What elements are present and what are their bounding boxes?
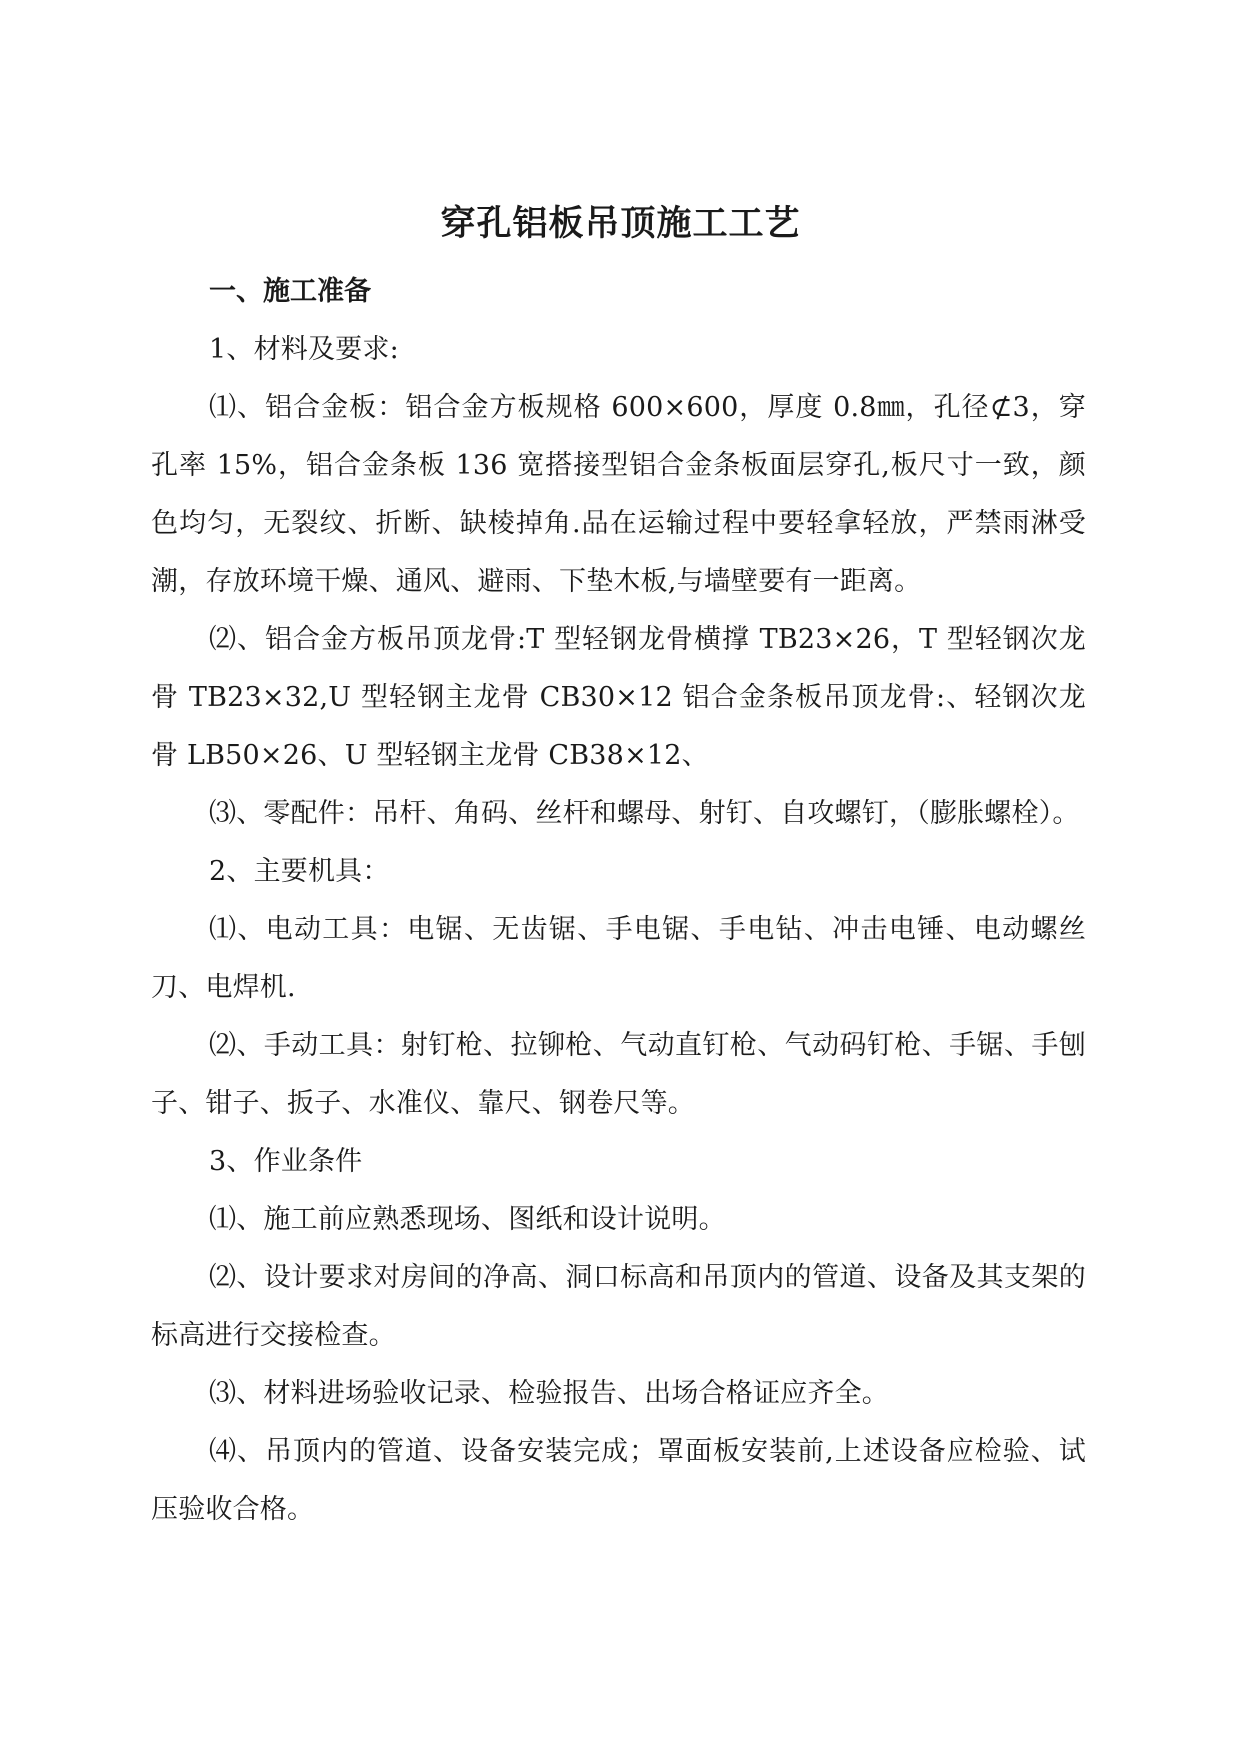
paragraph-tools-heading: 2、主要机具： bbox=[209, 856, 390, 887]
paragraph-electric-tools: ⑴、电动工具：电锯、无齿锯、手电锯、手电钻、冲击电锤、电动螺丝刀、电焊机. bbox=[151, 914, 1086, 1003]
paragraph-conditions-heading: 3、作业条件 bbox=[209, 1146, 363, 1177]
paragraph-manual-tools: ⑵、手动工具：射钉枪、拉铆枪、气动直钉枪、气动码钉枪、手锯、手刨子、钳子、扳子、水准仪、靠尺、钢卷尺等。 bbox=[151, 1030, 1086, 1119]
paragraph-aluminum-panel: ⑴、铝合金板：铝合金方板规格 600×600，厚度 0.8㎜，孔径⊄3，穿孔率 15%，铝合金条板 136 宽搭接型铝合金条板面层穿孔,板尺寸一致，颜色均匀，无裂纹、折断、缺棱掉角.品在运输过程中要轻拿轻放，严禁雨淋受潮，存放环境干燥、通风、避雨、下垫木板,与墙壁要有一距离。 bbox=[151, 392, 1086, 597]
document-title: 穿孔铝板吊顶施工工艺 bbox=[440, 203, 801, 244]
paragraph-keel: ⑵、铝合金方板吊顶龙骨:T 型轻钢龙骨横撑 TB23×26，T 型轻钢次龙骨 TB23×32,U 型轻钢主龙骨 CB30×12 铝合金条板吊顶龙骨:、轻钢次龙骨 LB50×26、U 型轻钢主龙骨 CB38×12、 bbox=[151, 624, 1086, 771]
paragraph-condition-3: ⑶、材料进场验收记录、检验报告、出场合格证应齐全。 bbox=[209, 1378, 889, 1409]
paragraph-condition-4: ⑷、吊顶内的管道、设备安装完成；罩面板安装前,上述设备应检验、试压验收合格。 bbox=[151, 1436, 1086, 1525]
document-body bbox=[151, 263, 1086, 1539]
paragraph-condition-1: ⑴、施工前应熟悉现场、图纸和设计说明。 bbox=[209, 1204, 726, 1235]
paragraph-materials-heading: 1、材料及要求: bbox=[209, 334, 399, 365]
section-heading: 一、施工准备 bbox=[209, 276, 371, 307]
paragraph-condition-2: ⑵、设计要求对房间的净高、洞口标高和吊顶内的管道、设备及其支架的标高进行交接检查。 bbox=[151, 1262, 1086, 1351]
paragraph-fittings: ⑶、零配件：吊杆、角码、丝杆和螺母、射钉、自攻螺钉，（膨胀螺栓）。 bbox=[209, 798, 1080, 829]
